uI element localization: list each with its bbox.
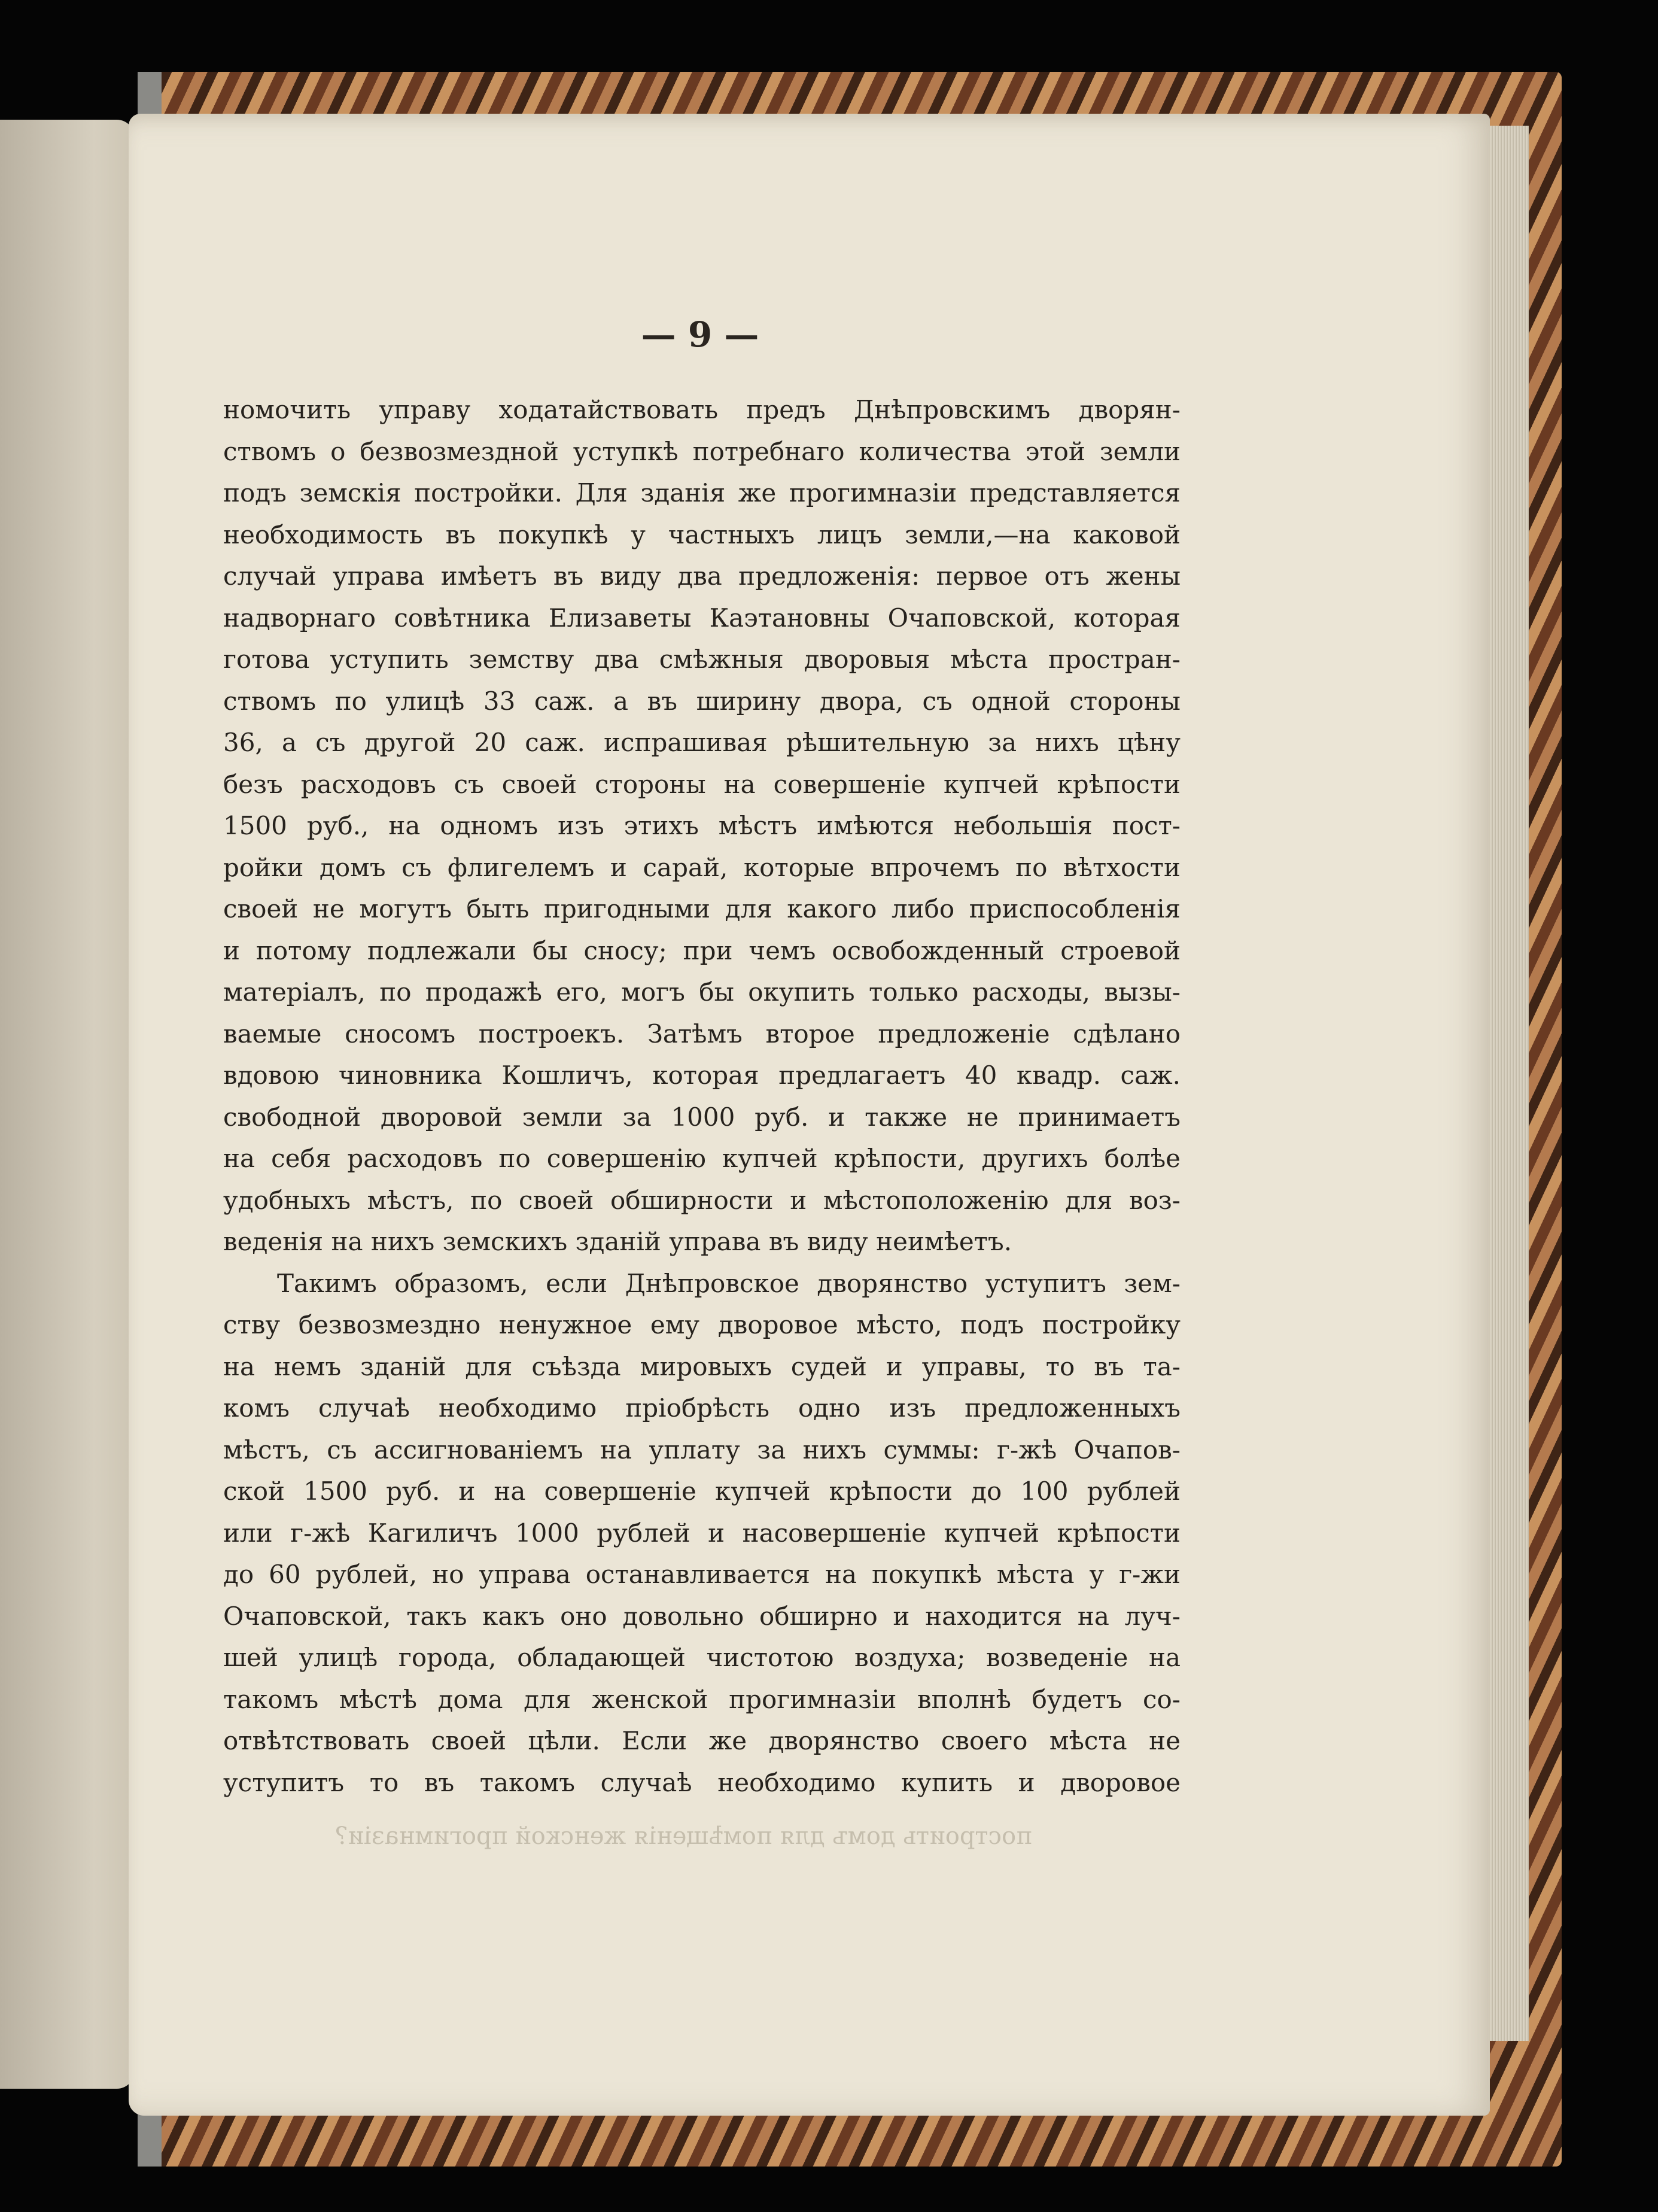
text-line: комъ случаѣ необходимо пріобрѣсть одно изъ предложенныхъ [223, 1393, 1181, 1423]
text-line: готова уступить земству два смѣжныя дворовыя мѣста простран- [223, 645, 1181, 674]
text-line: номочить управу ходатайствовать предъ Днѣпровскимъ дворян- [223, 395, 1181, 424]
text-line: такомъ мѣстѣ дома для женской прогимназіи вполнѣ будетъ со- [223, 1684, 1181, 1714]
text-line: вдовою чиновника Кошличъ, которая предлагаетъ 40 квадр. саж. [223, 1061, 1181, 1090]
facing-page-edge [0, 120, 135, 2089]
text-line: веденія на нихъ земскихъ зданій управа въ виду неимѣетъ. [223, 1227, 1012, 1256]
body-text [223, 389, 1181, 1803]
text-line: своей не могутъ быть пригодными для какого либо приспособленія [223, 894, 1181, 923]
text-line: ству безвозмездно ненужное ему дворовое мѣсто, подъ постройку [223, 1310, 1181, 1339]
text-line: удобныхъ мѣстъ, по своей обширности и мѣстоположенію для воз- [223, 1185, 1181, 1215]
text-line: мѣстъ, съ ассигнованіемъ на уплату за нихъ суммы: г-жѣ Очапов- [223, 1435, 1181, 1464]
text-line: и потому подлежали бы сносу; при чемъ освобожденный строевой [223, 935, 1181, 965]
text-line: свободной дворовой земли за 1000 руб. и также не принимаетъ [223, 1102, 1181, 1132]
text-line: необходимость въ покупкѣ у частныхъ лицъ земли,—на каковой [223, 519, 1181, 549]
text-line: надворнаго совѣтника Елизаветы Каэтановны Очаповской, которая [223, 603, 1181, 633]
text-line: ствомъ по улицѣ 33 саж. а въ ширину двора, съ одной стороны [223, 686, 1181, 716]
text-line: до 60 рублей, но управа останавливается на покупкѣ мѣста у г-жи [223, 1560, 1181, 1589]
text-line: ваемые сносомъ построекъ. Затѣмъ второе предложеніе сдѣлано [223, 1019, 1181, 1049]
text-line: 36, а съ другой 20 саж. испрашивая рѣшительную за нихъ цѣну [223, 728, 1181, 757]
text-line: матеріалъ, по продажѣ его, могъ бы окупить только расходы, вызы- [223, 977, 1181, 1007]
bleed-through-text: построить домъ для помѣщенія женской прогимназіи? [335, 1822, 1032, 1850]
page-number: — 9 — [641, 314, 759, 355]
text-line: безъ расходовъ съ своей стороны на совершеніе купчей крѣпости [223, 769, 1181, 799]
text-line: шей улицѣ города, обладающей чистотою воздуха; возведеніе на [223, 1643, 1181, 1672]
text-line: на немъ зданій для съѣзда мировыхъ судей и управы, то въ та- [223, 1351, 1181, 1381]
text-line: 1500 руб., на одномъ изъ этихъ мѣстъ имѣются небольшія пост- [223, 811, 1181, 840]
text-line: случай управа имѣетъ въ виду два предложенія: первое отъ жены [223, 561, 1181, 591]
page-stack-edge [1487, 126, 1529, 2041]
text-line: ройки домъ съ флигелемъ и сарай, которые впрочемъ по вѣтхости [223, 852, 1181, 882]
text-line: ской 1500 руб. и на совершеніе купчей крѣпости до 100 рублей [223, 1476, 1181, 1506]
text-line: подъ земскія постройки. Для зданія же прогимназіи представляется [223, 478, 1181, 508]
text-line: на себя расходовъ по совершенію купчей крѣпости, другихъ болѣе [223, 1144, 1181, 1173]
text-line: Очаповской, такъ какъ оно довольно обширно и находится на луч- [223, 1601, 1181, 1631]
text-line: или г-жѣ Кагиличъ 1000 рублей и насовершеніе купчей крѣпости [223, 1518, 1181, 1548]
text-line: Такимъ образомъ, если Днѣпровское дворянство уступитъ зем- [277, 1268, 1181, 1298]
text-line: отвѣтствовать своей цѣли. Если же дворянство своего мѣста не [223, 1726, 1181, 1755]
text-line: уступитъ то въ такомъ случаѣ необходимо купить и дворовое [223, 1767, 1181, 1797]
text-line: ствомъ о безвозмездной уступкѣ потребнаго количества этой земли [223, 436, 1181, 466]
